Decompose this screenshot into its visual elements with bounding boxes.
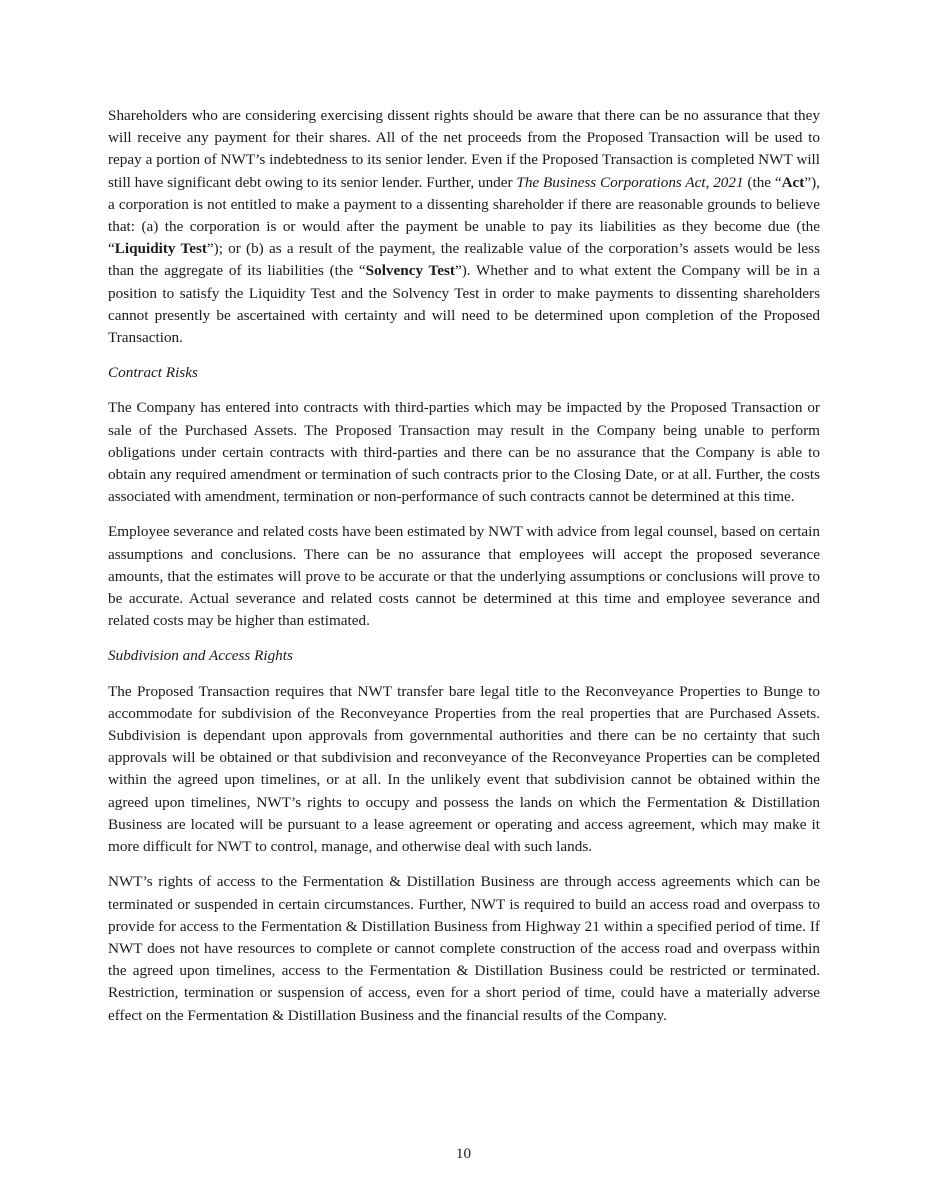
document-page: [108, 105, 820, 1027]
defined-term-solvency-test: Solvency Test: [365, 262, 455, 280]
paragraph-dissent-rights: [108, 105, 820, 349]
paragraph-dissent-rights-text-d: ”); or (b) as a result of the payment, the realizable value of the corporation’s assets would be less than the aggregate of its liabilities (the “: [108, 240, 820, 280]
act-name: The Business Corporations Act, 2021: [516, 173, 744, 191]
paragraph-dissent-rights-text-e: ”). Whether and to what extent the Company will be in a position to satisfy the Liquidity Test and the Solvency Test in order to make payments to dissenting shareholders cannot presently be ascertained with certainty and will need to be determined upon completion of the Proposed Transaction.: [108, 262, 821, 347]
paragraph-contract-risks: The Company has entered into contracts with third-parties which may be impacted by the Proposed Transaction or sale of the Purchased Assets. The Proposed Transaction may result in the Company being unable to perform obligations under certain contracts with third-parties and there can be no assurance that the Company is able to obtain any required amendment or termination of such contracts prior to the Closing Date, or at all. Further, the costs associated with amendment, termination or non-performance of such contracts cannot be determined at this time.: [108, 399, 820, 506]
defined-term-liquidity-test: Liquidity Test: [114, 240, 207, 258]
paragraph-subdivision: The Proposed Transaction requires that NWT transfer bare legal title to the Reconveyance Properties to Bunge to accommodate for subdivision of the Reconveyance Properties from the real properties that are Purchased Assets. Subdivision is dependant upon approvals from governmental authorities and there can be no certainty that such approvals will be obtained or that subdivision and reconveyance of the Reconveyance Properties can be completed within the agreed upon timelines, or at all. In the unlikely event that subdivision cannot be obtained within the agreed upon timelines, NWT’s rights to occupy and possess the lands on which the Fermentation & Distillation Business are located will be pursuant to a lease agreement or operating and access agreement, which may make it more difficult for NWT to control, manage, and otherwise deal with such lands.: [108, 682, 820, 856]
defined-term-act: Act: [781, 173, 805, 191]
paragraph-dissent-rights-text-c: ”), a corporation is not entitled to make a payment to a dissenting shareholder if there are reasonable grounds to believe that: (a) the corporation is or would after the payment be unable to pay its liabilities as they become due (the “: [108, 173, 820, 258]
paragraph-employee-severance: Employee severance and related costs have been estimated by NWT with advice from legal counsel, based on certain assumptions and conclusions. There can be no assurance that employees will accept the proposed severance amounts, that the estimates will prove to be accurate or that the underlying assumptions or conclusions will prove to be accurate. Actual severance and related costs cannot be determined at this time and employee severance and related costs may be higher than estimated.: [108, 523, 820, 630]
paragraph-access-rights: NWT’s rights of access to the Fermentation & Distillation Business are through access agreements which can be terminated or suspended in certain circumstances. Further, NWT is required to build an access road and overpass to provide for access to the Fermentation & Distillation Business from Highway 21 within a specified period of time. If NWT does not have resources to complete or cannot complete construction of the access road and overpass within the agreed upon timelines, access to the Fermentation & Distillation Business could be restricted or terminated. Restriction, termination or suspension of access, even for a short period of time, could have a materially adverse effect on the Fermentation & Distillation Business and the financial results of the Company.: [108, 873, 820, 1024]
heading-contract-risks: Contract Risks: [108, 364, 198, 382]
paragraph-dissent-rights-text-a: Shareholders who are considering exercising dissent rights should be aware that there can be no assurance that they will receive any payment for their shares. All of the net proceeds from the Proposed Transaction will be used to repay a portion of NWT’s indebtedness to its senior lender. Even if the Proposed Transaction is completed NWT will still have significant debt owing to its senior lender. Further, under: [108, 107, 820, 191]
page-number: 10: [455, 1145, 472, 1162]
paragraph-dissent-rights-text-b: (the “: [743, 173, 782, 191]
heading-subdivision-access-rights: Subdivision and Access Rights: [108, 647, 293, 665]
